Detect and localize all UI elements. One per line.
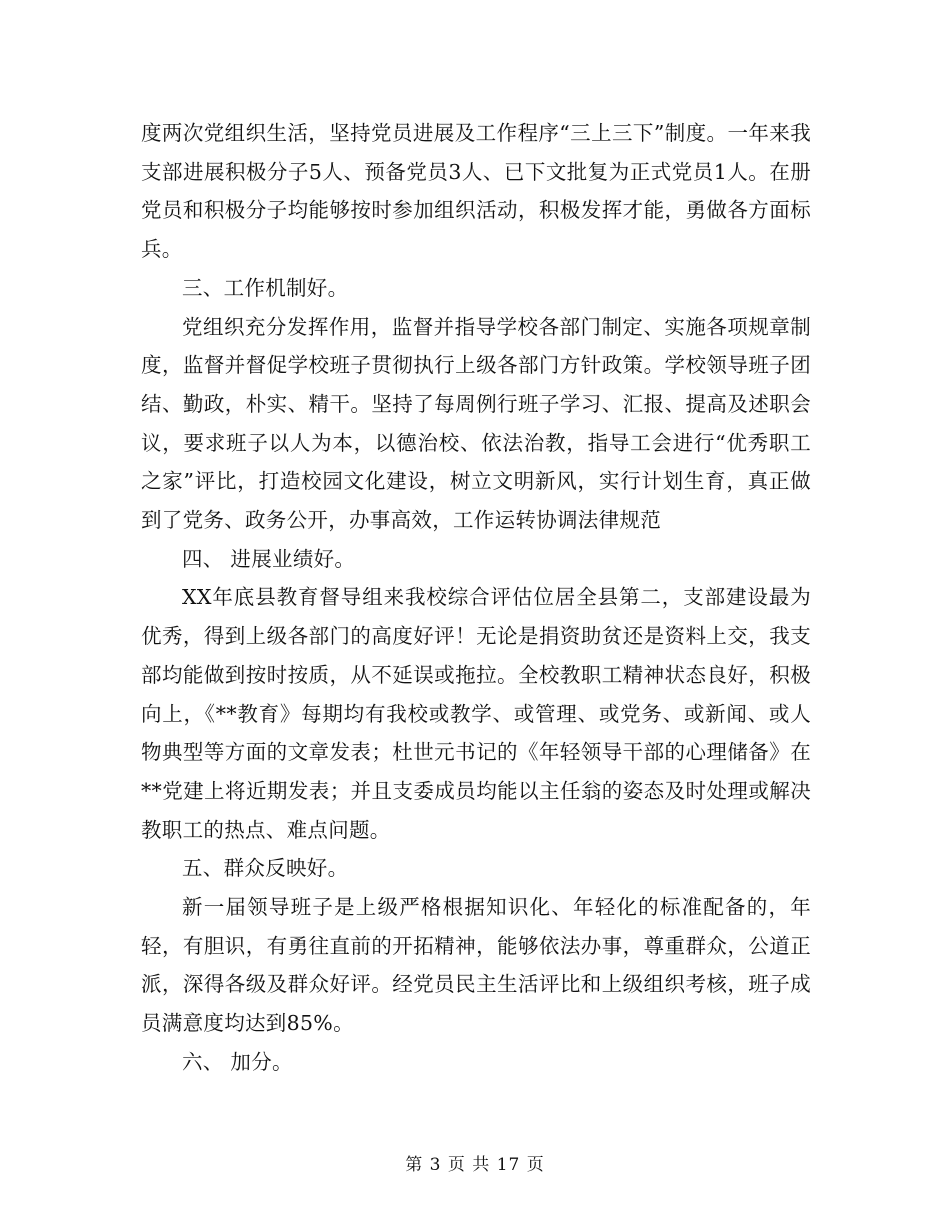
section-heading-6: 六、 加分。 xyxy=(182,1049,293,1074)
body-paragraph-mechanism: 党组织充分发挥作用，监督并指导学校各部门制定、实施各项规章制度，监督并督促学校班子贯彻执行上级各部门方针政策。学校领导班子团结、勤政，朴实、精干。坚持了每周例行班子学习、汇报、提高及述职会议，要求班子以人为本，以德治校、依法治教，指导工会进行“优秀职工之家”评比，打造校园文化建设，树立文明新风，实行计划生育，真正做到了党务、政务公开，办事高效，工作运转协调法律规范 xyxy=(141,314,811,533)
body-paragraph-continuation: 度两次党组织生活，坚持党员进展及工作程序“三上三下”制度。一年来我支部进展积极分子5人、预备党员3人、已下文批复为正式党员1人。在册党员和积极分子均能够按时参加组织活动，积极发挥才能，勇做各方面标兵。 xyxy=(141,121,811,262)
section-heading-4: 四、 进展业绩好。 xyxy=(182,546,356,571)
section-heading-5: 五、群众反映好。 xyxy=(182,856,349,881)
body-paragraph-performance: XX年底县教育督导组来我校综合评估位居全县第二，支部建设最为优秀，得到上级各部门的高度好评！无论是捐资助贫还是资料上交，我支部均能做到按时按质，从不延误或拖拉。全校教职工精神状态良好，积极向上，《**教育》每期均有我校或教学、或管理、或党务、或新闻、或人物典型等方面的文章发表；杜世元书记的《年轻领导干部的心理储备》在**党建上将近期发表；并且支委成员均能以主任翁的姿态及时处理或解决教职工的热点、难点问题。 xyxy=(141,585,811,842)
page-number-footer: 第 3 页 共 17 页 xyxy=(405,1155,545,1175)
section-heading-3: 三、工作机制好。 xyxy=(182,275,349,300)
body-paragraph-feedback: 新一届领导班子是上级严格根据知识化、年轻化的标准配备的，年轻，有胆识，有勇往直前的开拓精神，能够依法办事，尊重群众，公道正派，深得各级及群众好评。经党员民主生活评比和上级组织考核，班子成员满意度均达到85%。 xyxy=(141,895,811,1036)
document-body xyxy=(141,114,811,1082)
